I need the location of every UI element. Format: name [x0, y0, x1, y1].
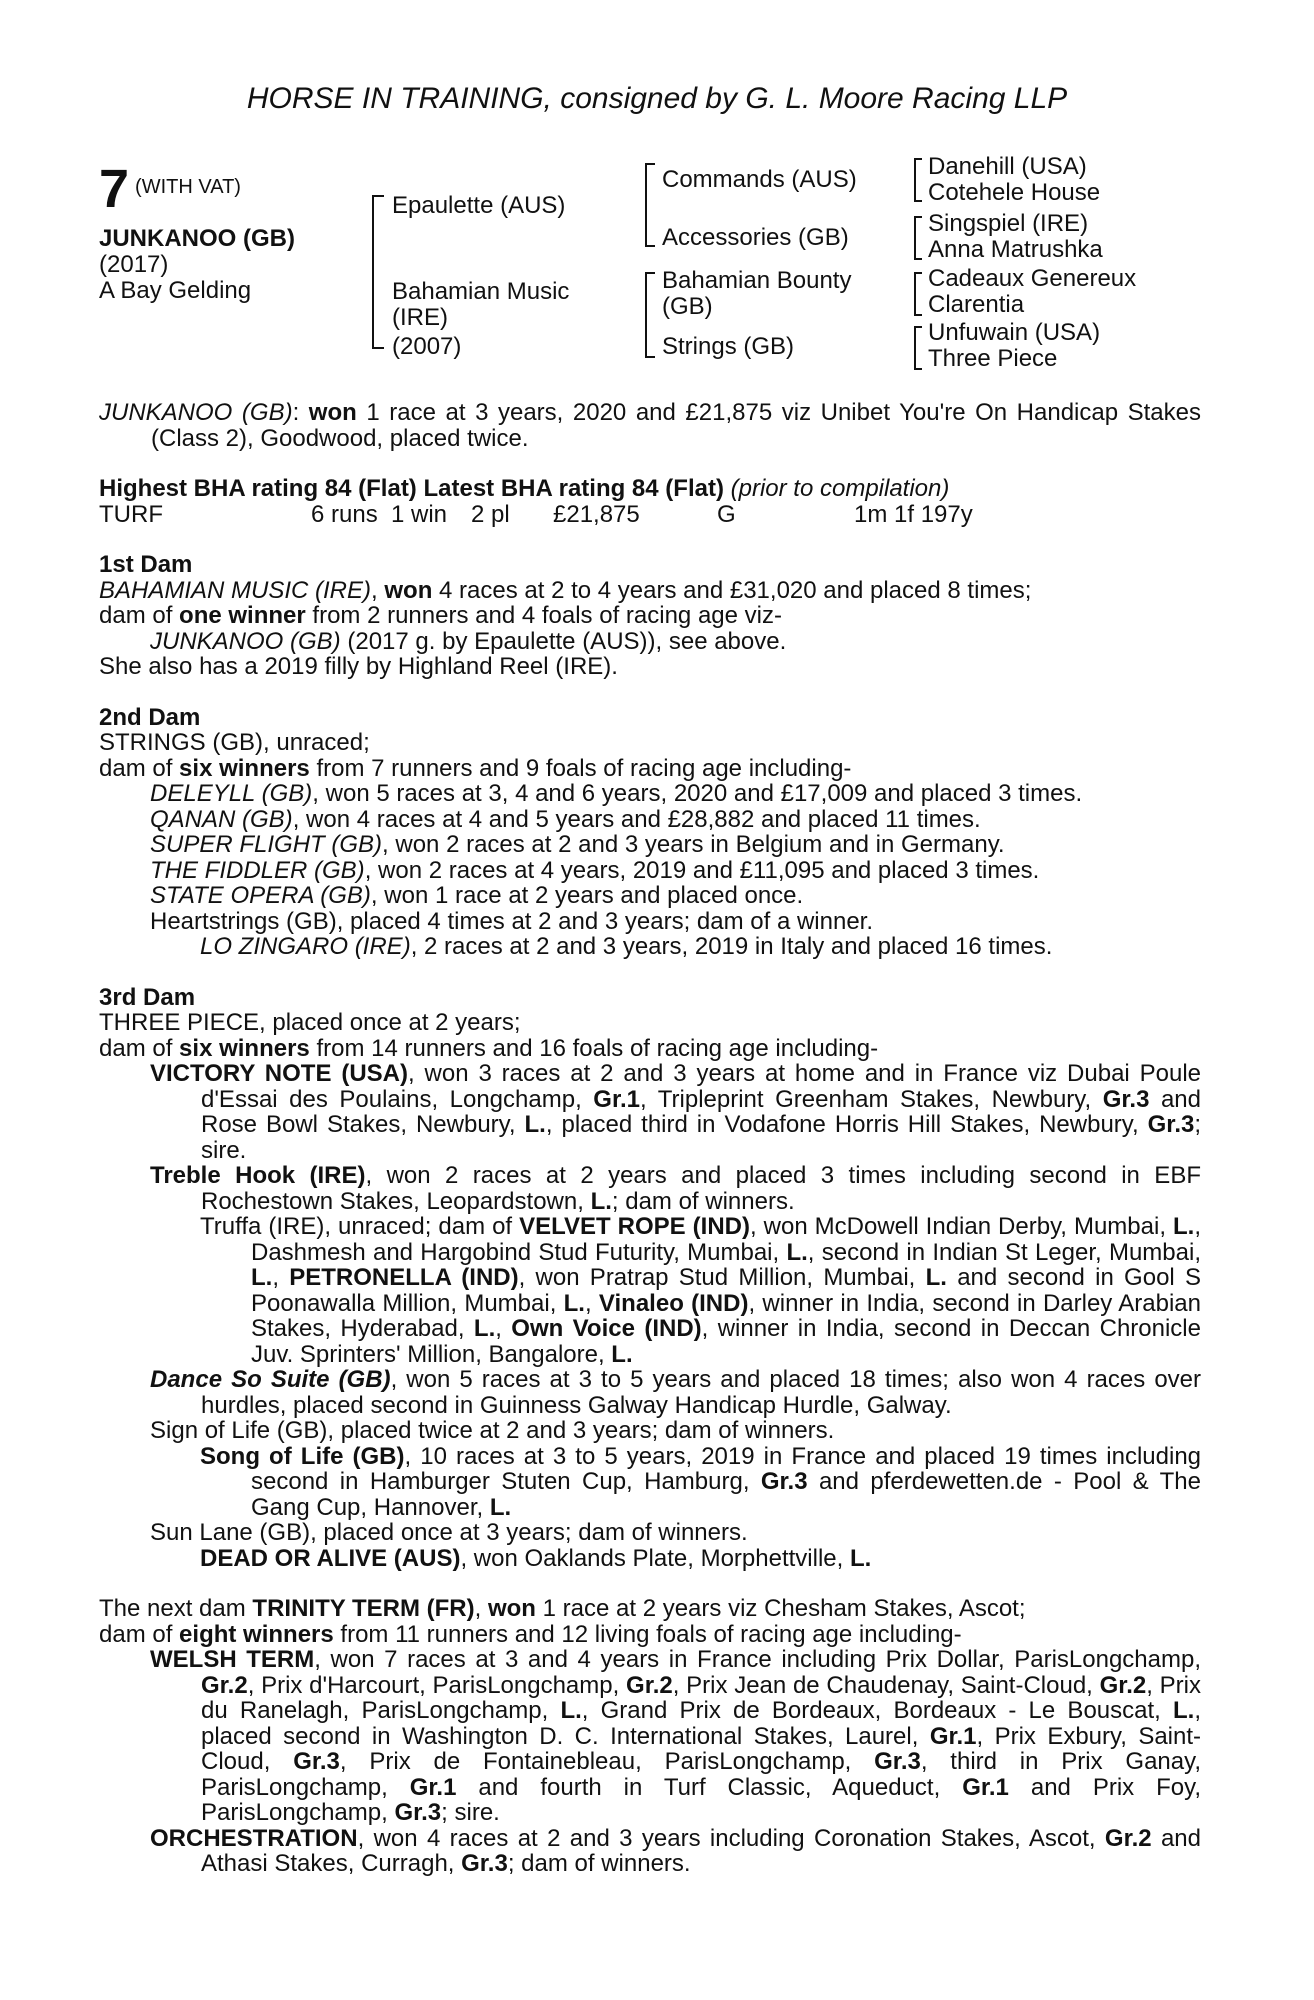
list-item: DEAD OR ALIVE (AUS), won Oaklands Plate, Morphettville, L. — [200, 1544, 872, 1572]
list-item: DELEYLL (GB), won 5 races at 3, 4 and 6 years, 2020 and £17,009 and placed 3 times. — [150, 780, 1083, 807]
dam-bracket — [645, 272, 655, 358]
dam1-note: She also has a 2019 filly by Highland Reel (IRE). — [99, 653, 618, 680]
list-item: STATE OPERA (GB), won 1 race at 2 years and placed once. — [150, 882, 804, 909]
gg-4: Anna Matrushka — [928, 236, 1103, 263]
sire-dam-bracket — [372, 195, 384, 349]
dam3-line: THREE PIECE, placed once at 2 years; — [99, 1009, 521, 1036]
dam3-heading: 3rd Dam — [99, 983, 196, 1011]
lot-number: 7 — [99, 159, 130, 219]
next-dam-produce: dam of eight winners from 11 runners and 12 living foals of racing age including- — [99, 1620, 962, 1648]
list-item: Sign of Life (GB), placed twice at 2 and 3 years; dam of winners. — [150, 1417, 835, 1444]
list-item: VICTORY NOTE (USA), won 3 races at 2 and 3 years at home and in France viz Dubai Poule d'Essai des Poulains, Longchamp, Gr.1, Tripleprint Greenham Stakes, Newbury, Gr.3 and Rose Bowl Stakes, Newbury, L., placed third in Vodafone Horris Hill Stakes, Newbury, Gr.3; sire. — [150, 1060, 1202, 1164]
list-item: Treble Hook (IRE), won 2 races at 2 years and placed 3 times including second in EBF Rochestown Stakes, Leopardstown, L.; dam of winners. — [150, 1162, 1201, 1215]
list-item: WELSH TERM, won 7 races at 3 and 4 years in France including Prix Dollar, ParisLongchamp, Gr.2, Prix d'Harcourt, ParisLongchamp, Gr.2, Prix Jean de Chaudenay, Saint-Cloud, Gr.2, Prix du Ranelagh, ParisLongchamp, L., Grand Prix de Bordeaux, Bordeaux - Le Bouscat, L., placed second in Washington D. C. International Stakes, Laurel, Gr.1, Prix Exbury, Saint-Cloud, Gr.3, Prix de Fontainebleau, ParisLongchamp, Gr.3, third in Prix Ganay, ParisLongchamp, Gr.1 and fourth in Turf Classic, Aqueduct, Gr.1 and Prix Foy, ParisLongchamp, Gr.3; sire. — [150, 1646, 1202, 1826]
dam1-foal: JUNKANOO (GB) (2017 g. by Epaulette (AUS)), see above. — [150, 627, 787, 655]
gg-3: Singspiel (IRE) — [928, 210, 1089, 237]
dam-sire-1: Bahamian Bounty — [662, 267, 852, 294]
dam1-produce: dam of one winner from 2 runners and 4 foals of racing age viz- — [99, 602, 782, 629]
turf-stats: TURF 6 runs 1 win 2 pl £21,875 G 1m 1f 197y — [99, 500, 973, 528]
body-text — [99, 400, 1201, 1877]
gg-1: Danehill (USA) — [928, 153, 1087, 180]
race-summary: JUNKANOO (GB): won 1 race at 3 years, 2020 and £21,875 viz Unibet You're On Handicap Stakes (Class 2), Goodwood, placed twice. — [99, 399, 1201, 452]
dam2-produce: dam of six winners from 7 runners and 9 foals of racing age including- — [99, 754, 852, 782]
sire-dam: Accessories (GB) — [662, 224, 849, 251]
list-item: Sun Lane (GB), placed once at 3 years; dam of winners. — [150, 1519, 748, 1546]
dam-year: (2007) — [392, 333, 462, 360]
sire-name: Epaulette (AUS) — [392, 192, 566, 219]
list-item: LO ZINGARO (IRE), 2 races at 2 and 3 years, 2019 in Italy and placed 16 times. — [200, 933, 1053, 960]
dam2-heading: 2nd Dam — [99, 703, 201, 731]
dam-dam: Strings (GB) — [662, 333, 795, 360]
g-bracket-3 — [914, 272, 922, 316]
dam-sire-2: (GB) — [662, 293, 713, 320]
next-dam: The next dam TRINITY TERM (FR), won 1 race at 2 years viz Chesham Stakes, Ascot; — [99, 1595, 1026, 1622]
list-item: ORCHESTRATION, won 4 races at 2 and 3 years including Coronation Stakes, Ascot, Gr.2 and Athasi Stakes, Curragh, Gr.3; dam of winners. — [150, 1824, 1202, 1877]
g-bracket-2 — [914, 216, 922, 260]
g-bracket-1 — [914, 158, 922, 202]
list-item: QANAN (GB), won 4 races at 4 and 5 years and £28,882 and placed 11 times. — [150, 805, 981, 833]
dam-name-1: Bahamian Music — [392, 278, 570, 305]
horse-desc: A Bay Gelding — [99, 277, 252, 304]
dam-name-2: (IRE) — [392, 304, 448, 331]
gg-8: Three Piece — [928, 345, 1058, 372]
dam1-heading: 1st Dam — [99, 551, 193, 578]
dam3-produce: dam of six winners from 14 runners and 16 foals of racing age including- — [99, 1034, 879, 1062]
gg-7: Unfuwain (USA) — [928, 319, 1101, 346]
dam2-line: STRINGS (GB), unraced; — [99, 729, 370, 756]
list-item: THE FIDDLER (GB), won 2 races at 4 years, 2019 and £11,095 and placed 3 times. — [150, 856, 1040, 884]
list-item: Heartstrings (GB), placed 4 times at 2 and 3 years; dam of a winner. — [150, 907, 873, 935]
g-bracket-4 — [914, 326, 922, 370]
page-title: HORSE IN TRAINING, consigned by G. L. Moore Racing LLP — [246, 82, 1068, 115]
list-item: Song of Life (GB), 10 races at 3 to 5 years, 2019 in France and placed 19 times including second in Hamburger Stuten Cup, Hamburg, Gr.3 and pferdewetten.de - Pool & The Gang Cup, Hannover, L. — [200, 1442, 1202, 1521]
sire-sire: Commands (AUS) — [662, 166, 857, 193]
horse-year: (2017) — [99, 251, 169, 278]
vat-label: (WITH VAT) — [135, 176, 241, 198]
sire-bracket — [645, 163, 655, 247]
dam1-line: BAHAMIAN MUSIC (IRE), won 4 races at 2 to 4 years and £31,020 and placed 8 times; — [99, 576, 1032, 604]
rating-line: Highest BHA rating 84 (Flat) Latest BHA rating 84 (Flat) (prior to compilation) — [99, 475, 950, 502]
gg-5: Cadeaux Genereux — [928, 265, 1137, 292]
list-item: Truffa (IRE), unraced; dam of VELVET ROPE (IND), won McDowell Indian Derby, Mumbai, L., Dashmesh and Hargobind Stud Futurity, Mumbai, L., second in Indian St Leger, Mumbai, L., PETRONELLA (IND), won Pratrap Stud Million, Mumbai, L. and second in Gool S Poonawalla Million, Mumbai, L., Vinaleo (IND), winner in India, second in Darley Arabian Stakes, Hyderabad, L., Own Voice (IND), winner in India, second in Deccan Chronicle Juv. Sprinters' Million, Bangalore, L. — [200, 1213, 1202, 1368]
gg-6: Clarentia — [928, 291, 1025, 318]
gg-2: Cotehele House — [928, 179, 1101, 206]
list-item: Dance So Suite (GB), won 5 races at 3 to 5 years and placed 18 times; also won 4 races over hurdles, placed second in Guinness Galway Handicap Hurdle, Galway. — [150, 1366, 1202, 1419]
horse-name: JUNKANOO (GB) — [99, 225, 295, 252]
lot-number-block — [99, 159, 241, 219]
list-item: SUPER FLIGHT (GB), won 2 races at 2 and 3 years in Belgium and in Germany. — [150, 831, 1005, 858]
